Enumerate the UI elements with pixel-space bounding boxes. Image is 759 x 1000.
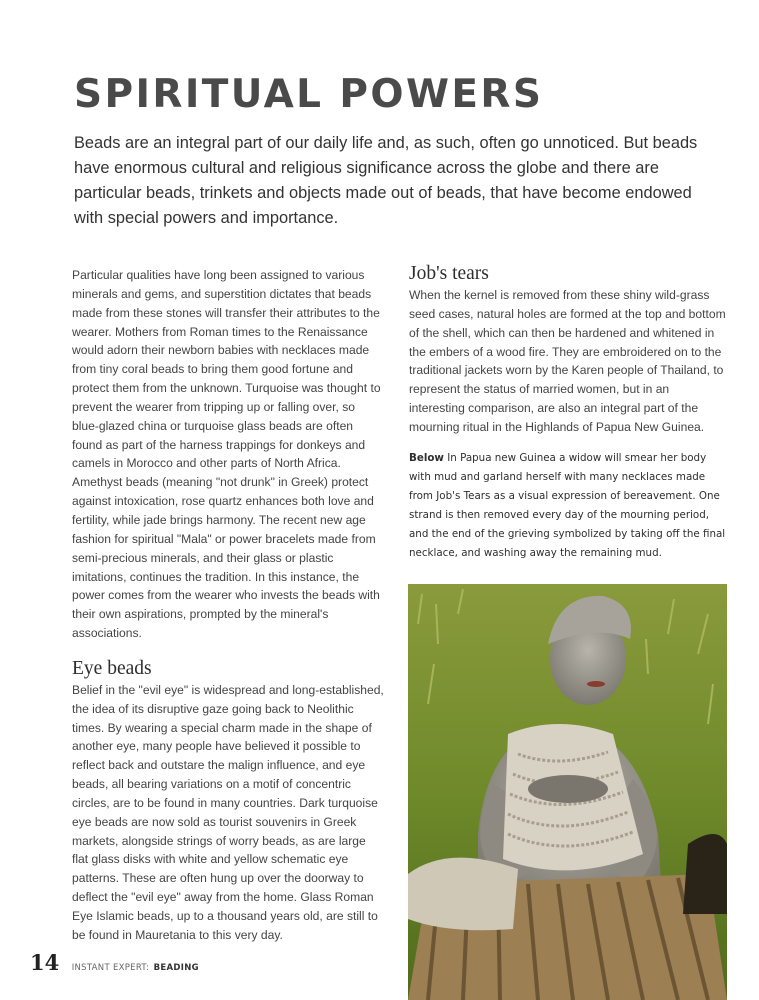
hands (528, 775, 608, 803)
series-title: INSTANT EXPERT: (71, 963, 150, 973)
right-column (409, 262, 727, 563)
mouth (587, 681, 605, 687)
widow-photo (408, 584, 727, 1000)
section-title: BEADING (153, 963, 199, 973)
caption-lead: Below (409, 451, 444, 464)
page-title: SPIRITUAL POWERS (74, 72, 544, 117)
bead-bundle (408, 858, 518, 931)
page-folio (30, 950, 199, 975)
jobs-tears-paragraph: When the kernel is removed from these shiny wild-grass seed cases, natural holes are formed at the top and bottom of the shell, which can then be hardened and whitened in the embers of a wood fire. They are embroidered on to the traditional jackets worn by the Karen people of Thailand, to represent the status of married women, but in an interesting comparison, are also an integral part of the mourning ritual in the Highlands of Papua New Guinea. (409, 288, 726, 434)
intro-paragraph: Beads are an integral part of our daily life and, as such, often go unnoticed. But beads have enormous cultural and religious significance across the globe and there are particular beads, trinkets and objects made out of beads, that have become endowed with special powers and importance. (74, 134, 698, 227)
dark-cloth (683, 834, 727, 914)
eye-beads-heading: Eye beads (72, 657, 152, 679)
page-number: 14 (30, 950, 60, 975)
jobs-tears-heading: Job's tears (409, 263, 489, 284)
eye-beads-paragraph: Belief in the "evil eye" is widespread and long-established, the idea of its disruptive gaze going back to Neolithic times. By wearing a special charm made in the shape of another eye, many people have believed it possible to reflect back and outstare the malign influence, and eye beads, all bearing variations on a motif of concentric circles, are to be found in many countries. Dark turquoise eye beads are now sold as tourist souvenirs in Greek markets, alongside strings of worry beads, as are large flat glass disks with white and yellow schematic eye patterns. These are often hung up over the doorway to deflect the "evil eye" away from the home. Glass Roman Eye Islamic beads, up to a thousand years old, are still to be found in Mauretania to this very day. (72, 682, 384, 942)
caption-text: In Papua new Guinea a widow will smear her body with mud and garland herself with many necklaces made from Job's Tears as a visual expression of bereavement. One strand is then removed every day of the mourning period, and the end of the grieving symbolized by taking off the final necklace, and washing away the remaining mud. (409, 451, 726, 559)
left-column (72, 266, 384, 945)
photo-caption (409, 449, 727, 563)
mineral-powers-paragraph: Particular qualities have long been assigned to various minerals and gems, and superstition dictates that beads made from these stones will transfer their attributes to the wearer. Mothers from Roman times to the Renaissance would adorn their newborn babies with necklaces made from tiny coral beads to bring them good fortune and protect them from the unknown. Turquoise was thought to prevent the wearer from tripping up or falling over, so blue-glazed china or turquoise glass beads are often found as part of the harness trappings for donkeys and camels in Morocco and other parts of North Africa. Amethyst beads (meaning "not drunk" in Greek) protect against intoxication, rose quartz enhances both love and fertility, while jade brings harmony. The recent new age fashion for spiritual "Mala" or power bracelets made from semi-precious minerals, and their glass or plastic imitations, continues the tradition. In this instance, the power comes from the wearer who invests the beads with their own aspirations, prompted by the mineral's associations. (72, 268, 381, 641)
